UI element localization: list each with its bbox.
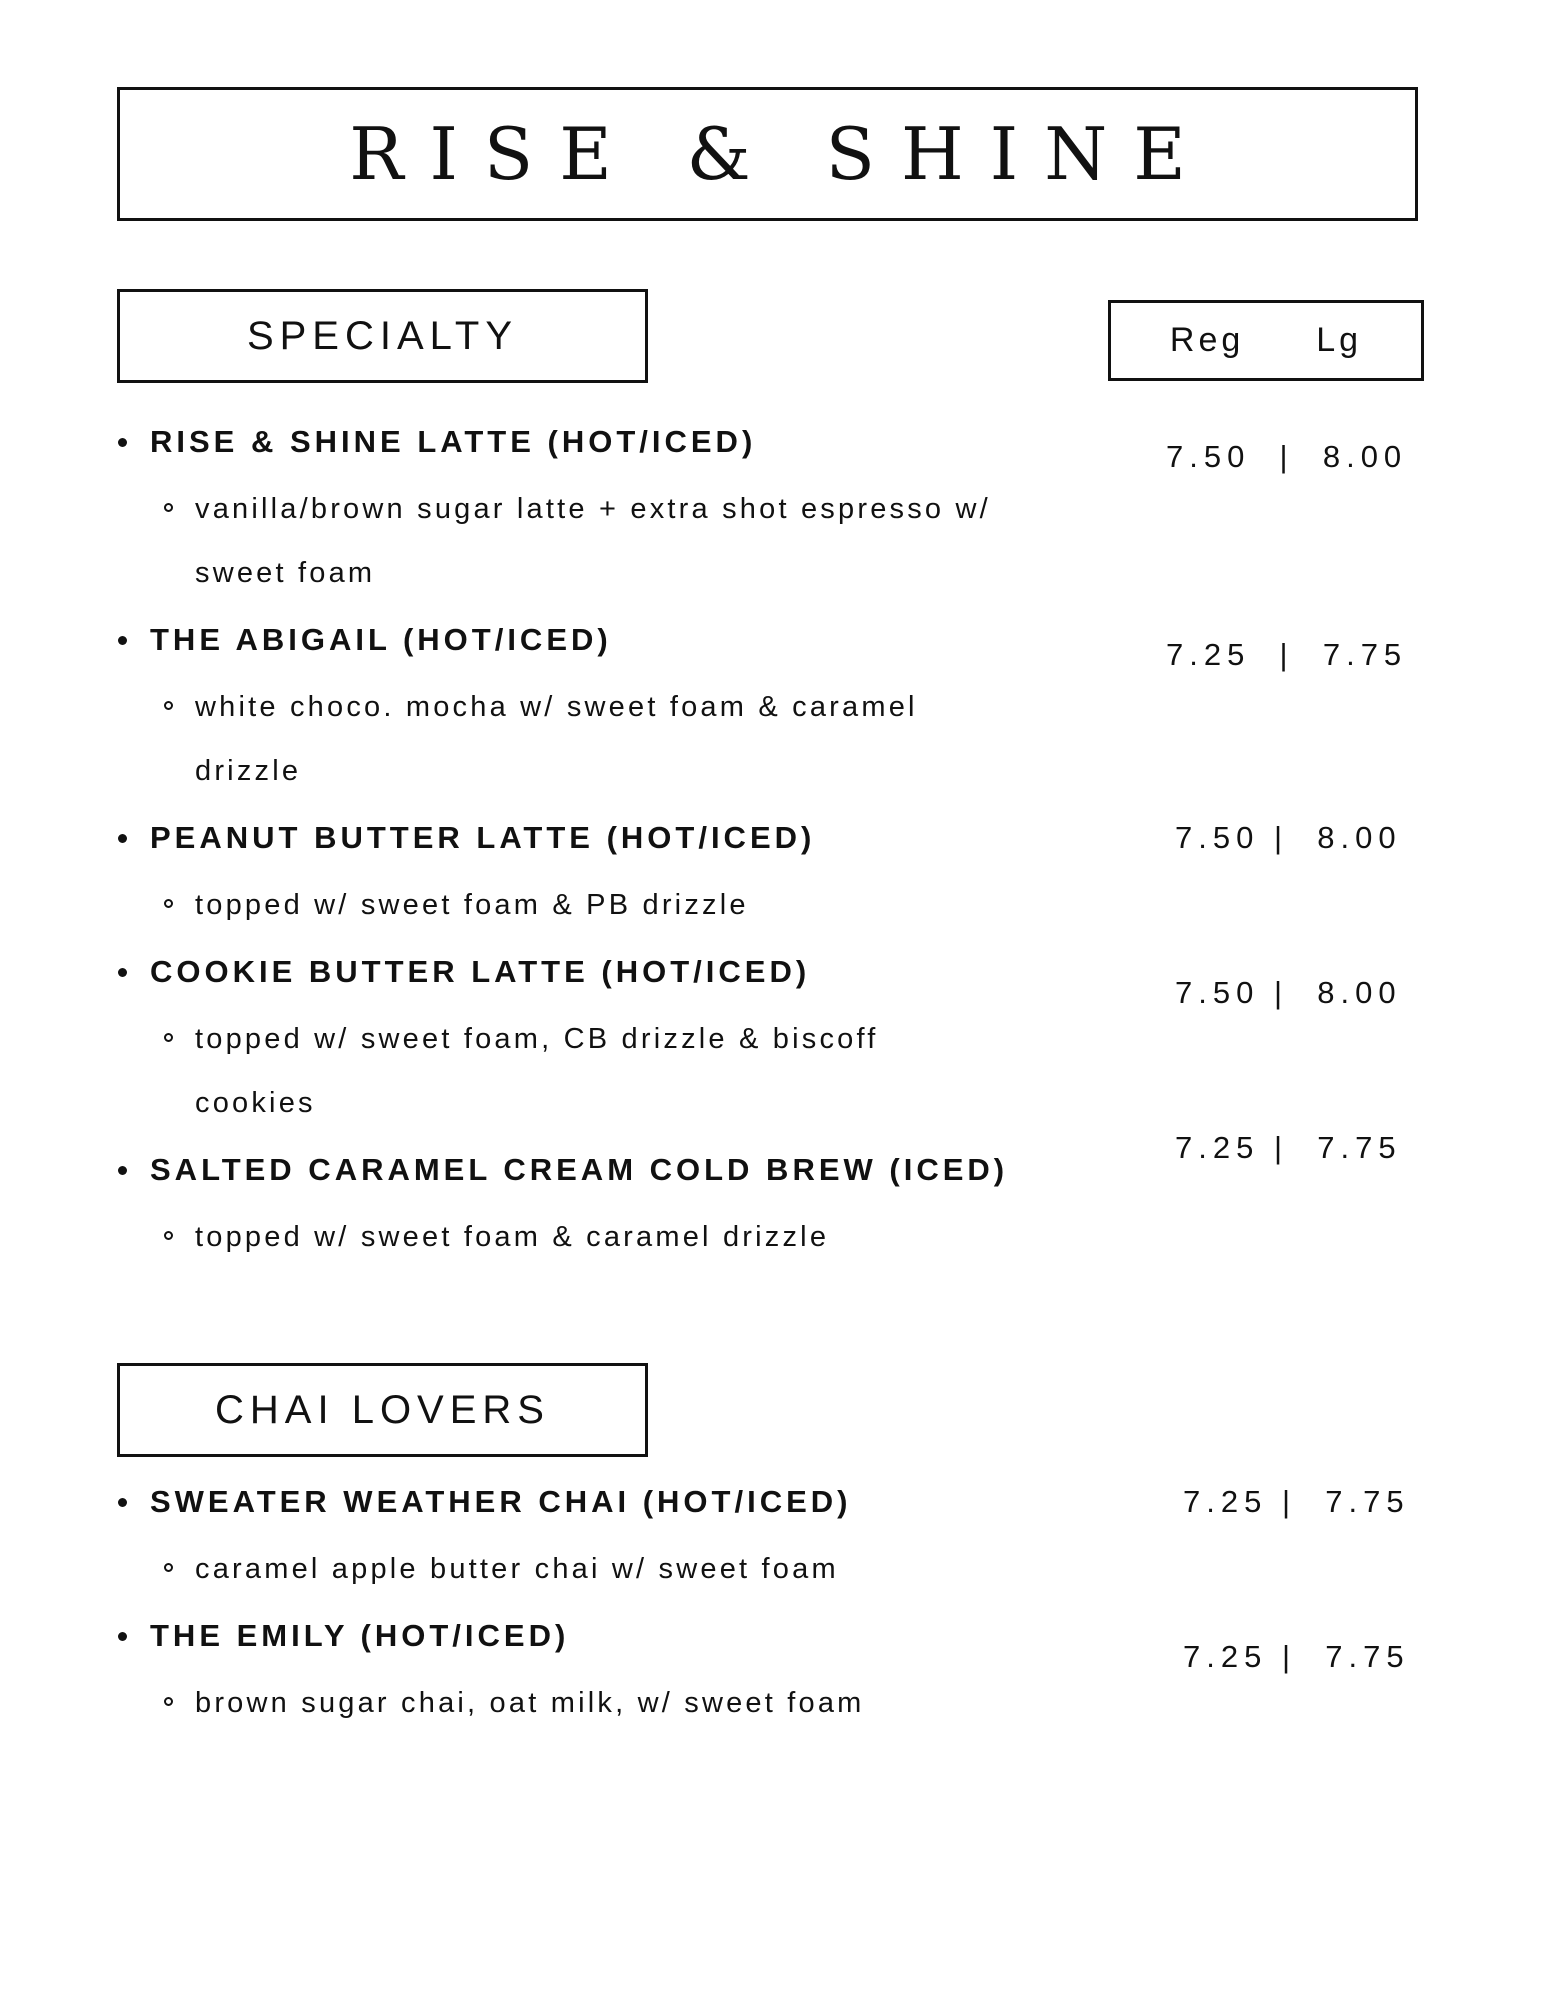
menu-title-box (117, 87, 1418, 221)
menu-item-name: THE EMILY (HOT/ICED) (150, 1616, 569, 1656)
section-title: CHAI LOVERS (215, 1387, 550, 1432)
size-header (1108, 300, 1424, 381)
menu-item-description: caramel apple butter chai w/ sweet foam (195, 1537, 1025, 1601)
menu-item-name: SALTED CARAMEL CREAM COLD BREW (ICED) (150, 1150, 1008, 1190)
menu-item-description: topped w/ sweet foam, CB drizzle & biscoff cookies (195, 1007, 955, 1135)
menu-item-price: 7.25 | 7.75 (1175, 1130, 1402, 1165)
section-title: SPECIALTY (246, 313, 519, 358)
size-reg-label: Reg (1169, 321, 1245, 359)
menu-item-description: white choco. mocha w/ sweet foam & caramel drizzle (195, 675, 995, 803)
section-header-chai-lovers (117, 1363, 648, 1457)
menu-item-price: 7.50 | 8.00 (1166, 439, 1408, 474)
menu-item-name: THE ABIGAIL (HOT/ICED) (150, 620, 612, 660)
menu-title: RISE & SHINE (349, 112, 1212, 196)
menu-item-name: RISE & SHINE LATTE (HOT/ICED) (150, 422, 756, 462)
menu-item-price: 7.50 | 8.00 (1175, 820, 1402, 855)
section-header-specialty (117, 289, 648, 383)
menu-item-name: COOKIE BUTTER LATTE (HOT/ICED) (150, 952, 810, 992)
menu-item-description: topped w/ sweet foam & PB drizzle (195, 873, 1025, 937)
menu-item-name: SWEATER WEATHER CHAI (HOT/ICED) (150, 1482, 851, 1522)
menu-item-name: PEANUT BUTTER LATTE (HOT/ICED) (150, 818, 815, 858)
menu-item-description: topped w/ sweet foam & caramel drizzle (195, 1205, 1025, 1269)
menu-item-price: 7.50 | 8.00 (1175, 975, 1402, 1010)
menu-item-description: vanilla/brown sugar latte + extra shot espresso w/ sweet foam (195, 477, 995, 605)
menu-item-description: brown sugar chai, oat milk, w/ sweet foam (195, 1671, 1025, 1735)
menu-item-price: 7.25 | 7.75 (1183, 1484, 1410, 1519)
size-lg-label: Lg (1316, 321, 1363, 359)
menu-item-price: 7.25 | 7.75 (1183, 1639, 1410, 1674)
menu-item-price: 7.25 | 7.75 (1166, 637, 1408, 672)
